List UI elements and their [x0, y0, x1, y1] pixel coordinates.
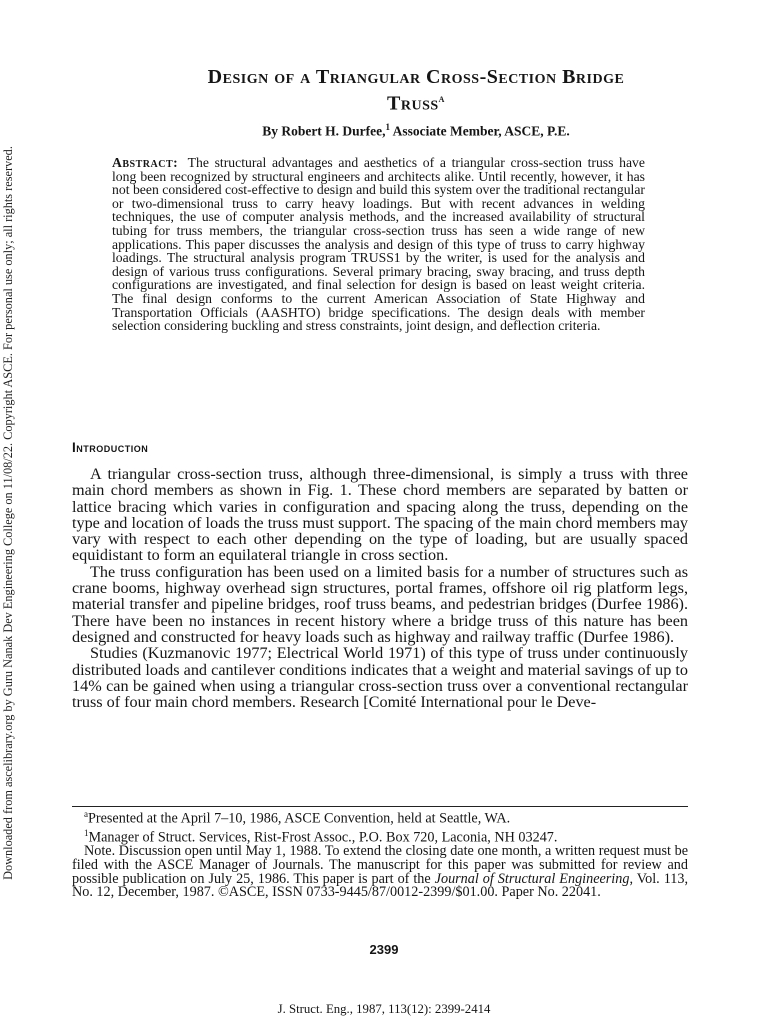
- footnotes: [72, 808, 688, 900]
- footnote-rule: [72, 806, 688, 807]
- download-notice: Downloaded from ascelibrary.org by Guru Nanak Dev Engineering College on 11/08/22. Copyright ASCE. For personal use only; all rights reserved.: [1, 146, 15, 880]
- section-heading: Introduction: [72, 440, 149, 455]
- abstract-label: Abstract:: [112, 155, 179, 170]
- author-affiliation: Associate Member, ASCE, P.E.: [390, 123, 570, 139]
- journal-name: Journal of Structural Engineering: [434, 870, 630, 887]
- page-number: 2399: [369, 942, 399, 957]
- abstract: [112, 156, 645, 333]
- footnote-1-marker: 1: [84, 827, 89, 838]
- author-footnote-marker: 1: [385, 122, 391, 132]
- abstract-text: The structural advantages and aesthetics of a triangular cross-section truss have long been recognized by structural engineers and architects alike. Until recently, however, it has not been considered cost-effective to design and build this system over the traditional rectangular or two-dimensional truss to carry heavy loadings. But with recent advances in welding techniques, the use of computer analysis methods, and the increased availability of structural tubing for truss members, the triangular cross-section truss has seen a wide range of new applications. This paper discusses the analysis and design of this type of truss to carry highway loadings. The structural analysis program TRUSS1 by the writer, is used for the analysis and design of various truss configurations. Several primary bracing, sway bracing, and truss depth configurations are investigated, and final selection for design is based on least weight criteria. The final design conforms to the current American Association of State Highway and Transportation Officials (AASHTO) bridge specifications. The design deals with member selection considering buckling and stress constraints, joint design, and deflection criteria.: [112, 155, 645, 334]
- footnote-1-text: Manager of Struct. Services, Rist-Frost Assoc., P.O. Box 720, Laconia, NH 03247.: [88, 829, 558, 846]
- discussion-note: [72, 845, 688, 900]
- title-word: Truss: [387, 92, 439, 115]
- footnote-a-marker: a: [84, 809, 88, 819]
- title-footnote-marker: a: [438, 93, 445, 105]
- title-line-1: Design of a Triangular Cross-Section Bridge: [207, 66, 625, 88]
- title-line-2: [96, 88, 736, 115]
- author-name: By Robert H. Durfee,: [262, 123, 386, 139]
- note-text: Note. Discussion open until May 1, 1988. To extend the closing date one month, a written request must be filed with the ASCE Manager of Journals. The manuscript for this paper was submitted for review and possible publication on July 25, 1986. This paper is part of the: [72, 843, 688, 887]
- citation-footer: J. Struct. Eng., 1987, 113(12): 2399-2414: [277, 1002, 491, 1016]
- footnote-a-text: Presented at the April 7–10, 1986, ASCE Convention, held at Seattle, WA.: [88, 810, 511, 827]
- paragraph: The truss configuration has been used on a limited basis for a number of structures such as crane booms, highway overhead sign structures, portal frames, offshore oil rig platform legs, material transfer and pipeline bridges, roof truss beams, and pedestrian bridges (Durfee 1986). There have been no instances in recent history where a bridge truss of this nature has been designed and constructed for heavy loads such as highway and railway traffic (Durfee 1986).: [72, 562, 688, 646]
- footnote-a: [72, 808, 688, 827]
- paragraph: Studies (Kuzmanovic 1977; Electrical World 1971) of this type of truss under continuously distributed loads and cantilever conditions indicates that a weight and material savings of up to 14% can be gained when using a triangular cross-section truss over a conventional rectangular truss of four main chord members. Research [Comité International pour le Deve-: [72, 644, 688, 712]
- paragraph: A triangular cross-section truss, although three-dimensional, is simply a truss with three main chord members as shown in Fig. 1. These chord members are separated by batten or lattice bracing which varies in configuration and spacing along the truss, depending on the type and location of loads the truss must support. The spacing of the main chord members may vary with respect to each other depending on the type of loading, but are usually spaced equidistant to form an equilateral triangle in cross section.: [72, 465, 688, 565]
- note-text-end: , Vol. 113, No. 12, December, 1987. ©ASCE, ISSN 0733-9445/87/0012-2399/$01.00. Paper No. 22041.: [72, 870, 688, 901]
- paper-title: [96, 66, 736, 115]
- body-text: [72, 466, 688, 710]
- author-byline: [96, 122, 736, 140]
